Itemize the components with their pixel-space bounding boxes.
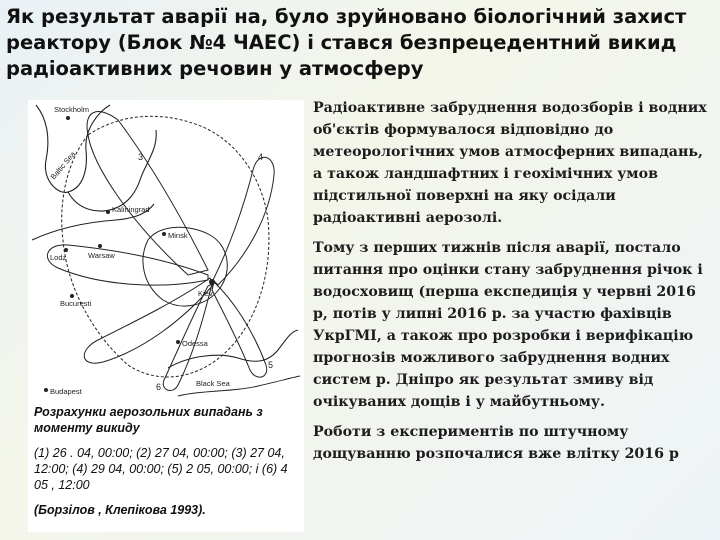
city-marker-minsk: [162, 232, 166, 236]
contour-3: [84, 278, 213, 363]
title-line-2: реактору (Блок №4 ЧАЕС) і стався безпрецедентний викид: [6, 31, 677, 54]
map-contour-number-4: 4: [258, 152, 264, 162]
slide-title: [6, 4, 712, 82]
caption-source: (Борзілов , Клепікова 1993).: [34, 503, 206, 517]
caption-title: Розрахунки аерозольних випадань з моменту викиду: [34, 405, 263, 435]
contour-5: [212, 282, 267, 377]
figure-caption: [34, 404, 300, 527]
caption-times: (1) 26 . 04, 00:00; (2) 27 04, 00:00; (3) 27 04, 12:00; (4) 29 04, 00:00; (5) 2 05, 00:00; і (6) 4 05 , 12:00: [34, 446, 288, 492]
map-label-baltic-sea: Baltic Sea: [48, 149, 78, 182]
map-label-stockholm: Stockholm: [54, 105, 90, 114]
map-contour-number-3: 3: [138, 152, 144, 162]
city-marker-lodz: [64, 248, 68, 252]
city-marker-kiev: [209, 279, 215, 285]
map-label-bucharest: Bucuresti: [60, 299, 92, 308]
contour-outer: [62, 116, 269, 377]
map-contour-number-6: 6: [156, 382, 162, 392]
city-marker-budapest: [44, 388, 48, 392]
paragraph-assessment: Тому з перших тижнів після аварії, постало питання про оцінки стану забруднення річок і водосховищ (перша експедиція у червні 2016 р, потів у липні 2016 р. за участю фахівців УкрГМІ, а також про розробки і верифікацію прогнозів можливого забруднення водних систем р. Дніпро як результат змиву від очікуваних дощів і у майбутньому.: [313, 240, 703, 410]
contour-4: [213, 157, 274, 285]
city-marker-bucharest: [70, 294, 74, 298]
title-line-1: Як результат аварії на, було зруйновано біологічний захист: [6, 5, 687, 28]
fallout-map: [28, 100, 304, 400]
map-label-kaliningrad: Kaliningrad: [112, 205, 150, 214]
city-marker-warsaw: [98, 244, 102, 248]
paragraph-experiments: Роботи з експериментів по штучному дощуванню розпочалися вже влітку 2016 р: [313, 424, 679, 462]
coastline-baltic: [68, 130, 156, 211]
map-label-odessa: Odessa: [182, 339, 208, 348]
map-label-kiev: Kiev: [198, 289, 213, 298]
map-contour-number-5: 5: [268, 360, 274, 370]
city-marker-kaliningrad: [106, 210, 110, 214]
city-marker-stockholm: [66, 116, 70, 120]
map-label-black-sea: Black Sea: [196, 379, 230, 388]
map-label-budapest: Budapest: [50, 387, 82, 396]
city-marker-odessa: [176, 340, 180, 344]
map-label-warsaw: Warsaw: [88, 251, 115, 260]
map-label-lodz: Lodz: [50, 253, 67, 262]
map-label-minsk: Minsk: [168, 231, 188, 240]
title-line-3: радіоактивних речовин у атмосферу: [6, 57, 424, 80]
coastline-scandinavia: [36, 105, 110, 192]
body-text: [313, 97, 715, 473]
paragraph-contamination: Радіоактивне забруднення водозборів і водних об'єктів формувалося відповідно до метеорологічних умов атмосферних випадань, а також ландшафтних і геохімічних умов підстильної поверхні на яку осідали радіоактивні аерозолі.: [313, 100, 707, 226]
